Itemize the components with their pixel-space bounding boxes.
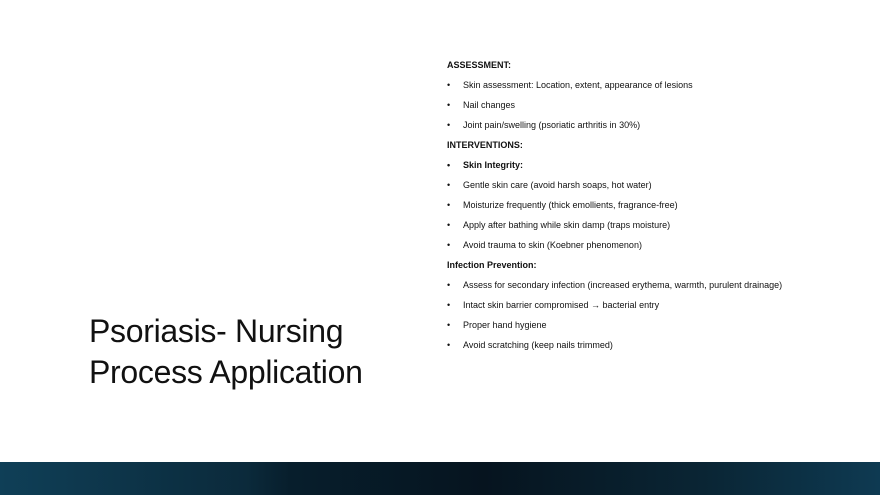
list-item: • Apply after bathing while skin damp (traps moisture) — [447, 220, 671, 230]
bullet: • — [447, 300, 451, 310]
bullet: • — [447, 240, 451, 250]
list-item — [447, 160, 787, 171]
skin-integrity-label: Skin Integrity: — [463, 160, 524, 170]
interventions-heading: INTERVENTIONS: — [447, 140, 523, 150]
list-item: • Avoid scratching (keep nails trimmed) — [447, 340, 613, 350]
list-item: • Nail changes — [447, 100, 516, 110]
list-item: • Gentle skin care (avoid harsh soaps, hot water) — [447, 180, 652, 190]
title-line-2: Process Application — [89, 354, 363, 390]
list-item: • Moisturize frequently (thick emollients, fragrance-free) — [447, 200, 678, 210]
infection-prevention-heading: Infection Prevention: — [447, 260, 537, 270]
bullet: • — [447, 120, 451, 130]
slide-title — [89, 311, 409, 393]
bullet: • — [447, 220, 451, 230]
list-item: • Joint pain/swelling (psoriatic arthritis in 30%) — [447, 120, 641, 130]
content-body — [447, 60, 787, 360]
list-item: • Assess for secondary infection (increased erythema, warmth, purulent drainage) — [447, 280, 783, 290]
bullet: • — [447, 200, 451, 210]
list-item: • Intact skin barrier compromised → bacterial entry — [447, 300, 660, 310]
bullet: • — [447, 340, 451, 350]
bullet: • — [447, 180, 451, 190]
bullet: • — [447, 100, 451, 110]
bullet: • — [447, 160, 451, 170]
footer-decorative-bar — [0, 462, 880, 495]
list-item: • Skin assessment: Location, extent, appearance of lesions — [447, 80, 693, 90]
bullet: • — [447, 320, 451, 330]
assessment-heading: ASSESSMENT: — [447, 60, 512, 70]
bullet: • — [447, 280, 451, 290]
bullet: • — [447, 80, 451, 90]
title-line-1: Psoriasis- Nursing — [89, 313, 344, 349]
list-item: • Proper hand hygiene — [447, 320, 547, 330]
list-item: • Avoid trauma to skin (Koebner phenomenon) — [447, 240, 642, 250]
